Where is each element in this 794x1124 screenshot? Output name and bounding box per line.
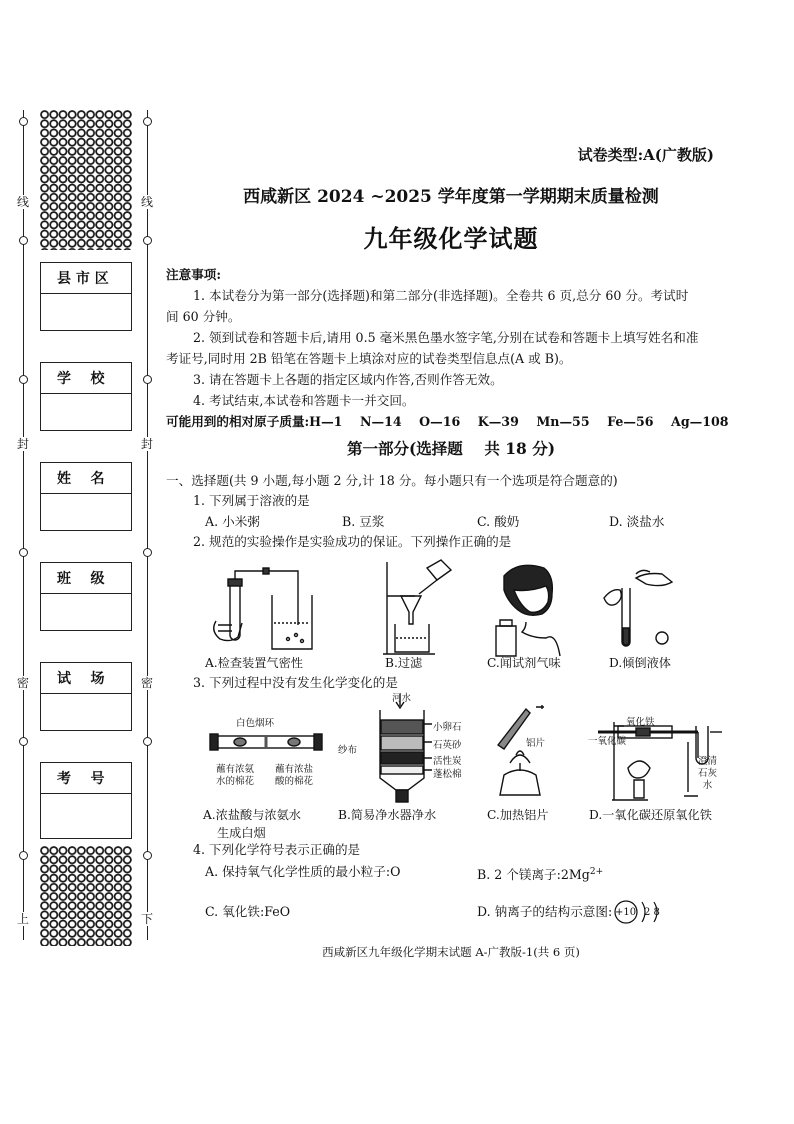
airtightness-check-figure <box>208 565 318 655</box>
hole-ring <box>19 117 28 126</box>
q2-option-b[interactable]: B.过滤 <box>385 656 423 670</box>
q3-option-b[interactable]: B.简易净水器净水 <box>338 808 437 822</box>
q4-option-a[interactable]: A. 保持氧气化学性质的最小粒子:O <box>205 864 401 879</box>
label-activated-carbon: 活性炭 <box>433 756 462 767</box>
side-char-left-1: 线 <box>16 195 29 209</box>
notes-heading: 注意事项: <box>166 267 222 282</box>
hole-ring <box>19 851 28 860</box>
field-label: 班 级 <box>41 563 131 594</box>
q1-option-d[interactable]: D. 淡盐水 <box>609 514 665 529</box>
school-field[interactable] <box>40 362 132 431</box>
q3-option-d[interactable]: D.一氧化碳还原氧化铁 <box>589 808 712 822</box>
field-label: 县 市 区 <box>41 263 131 294</box>
note-item: 4. 考试结束,本试卷和答题卡一并交回。 <box>193 393 415 408</box>
side-char-right-4: 下 <box>140 912 153 926</box>
subject-title: 九年级化学试题 <box>363 224 539 253</box>
q3-stem: 3. 下列过程中没有发生化学变化的是 <box>193 675 398 690</box>
label-ammonia-cotton: 蘸有浓氨 水的棉花 <box>216 764 255 787</box>
q1-option-c[interactable]: C. 酸奶 <box>477 514 520 529</box>
heat-aluminum-figure <box>486 705 556 801</box>
field-label: 考 号 <box>41 763 131 794</box>
hole-ring <box>143 548 152 557</box>
paper-type: 试卷类型:A(广教版) <box>577 146 714 164</box>
hole-ring <box>19 236 28 245</box>
binding-line-right <box>147 110 148 940</box>
label-white-smoke-ring: 白色烟环 <box>236 718 275 729</box>
atomic-masses: 可能用到的相对原子质量:H—1 N—14 O—16 K—39 Mn—55 Fe—56 Ag—108 <box>166 414 729 429</box>
label-iron-oxide: 氧化铁 <box>626 717 655 728</box>
part1-instructions: 一、选择题(共 9 小题,每小题 2 分,计 18 分。每小题只有一个选项是符合题意的) <box>166 473 618 488</box>
label-gauze: 纱布 <box>338 745 358 756</box>
perforation-dots-top <box>40 110 132 250</box>
exam-number-field[interactable] <box>40 762 132 839</box>
exam-room-field[interactable] <box>40 662 132 731</box>
q1-option-a[interactable]: A. 小米粥 <box>205 514 260 529</box>
binding-line-left <box>23 110 24 940</box>
label-limewater: 澄清 石灰 水 <box>698 756 718 791</box>
field-label: 学 校 <box>41 363 131 394</box>
side-char-right-2: 封 <box>140 437 153 451</box>
q3-option-a[interactable]: A.浓盐酸与浓氨水 生成白烟 <box>203 808 301 840</box>
note-item: 1. 本试卷分为第一部分(选择题)和第二部分(非选择题)。全卷共 6 页,总分 60 分。考试时 <box>193 288 689 303</box>
label-quartz-sand: 石英砂 <box>433 740 462 751</box>
side-char-left-4: 上 <box>16 912 29 926</box>
q1-option-b[interactable]: B. 豆浆 <box>342 514 385 529</box>
smoke-ring-tube-figure <box>210 728 322 758</box>
q2-stem: 2. 规范的实验操作是实验成功的保证。下列操作正确的是 <box>193 534 512 549</box>
label-carbon-monoxide: 一氧化碳 <box>588 736 627 747</box>
field-label: 试 场 <box>41 663 131 694</box>
perforation-dots-bottom <box>40 846 132 946</box>
hole-ring <box>143 117 152 126</box>
q2-option-a[interactable]: A.检查装置气密性 <box>205 656 303 670</box>
q4-stem: 4. 下列化学符号表示正确的是 <box>193 842 361 857</box>
notes-section <box>166 264 729 432</box>
q4-option-d[interactable]: D. 钠离子的结构示意图: <box>477 904 613 919</box>
side-char-left-2: 封 <box>16 437 29 451</box>
name-field[interactable] <box>40 462 132 531</box>
field-label: 姓 名 <box>41 463 131 494</box>
q3-option-c[interactable]: C.加热铝片 <box>487 808 549 822</box>
side-char-left-3: 密 <box>16 676 29 690</box>
note-item: 3. 请在答题卡上各题的指定区域内作答,否则作答无效。 <box>193 372 503 387</box>
part1-title: 第一部分(选择题 共 18 分) <box>346 439 556 458</box>
hole-ring <box>143 851 152 860</box>
side-char-right-3: 密 <box>140 676 153 690</box>
smell-reagent-figure <box>490 560 570 660</box>
class-field[interactable] <box>40 562 132 631</box>
hole-ring <box>19 737 28 746</box>
label-fluffy-cotton: 蓬松棉 <box>433 769 462 780</box>
hole-ring <box>143 375 152 384</box>
exam-title: 西咸新区 2024 ~2025 学年度第一学期期末质量检测 <box>243 187 659 207</box>
hole-ring <box>143 236 152 245</box>
side-char-right-1: 线 <box>140 195 153 209</box>
q1-stem: 1. 下列属于溶液的是 <box>193 493 310 508</box>
hole-ring <box>19 548 28 557</box>
q2-option-c[interactable]: C.闻试剂气味 <box>487 656 561 670</box>
filtration-figure <box>375 558 465 658</box>
note-item: 考证号,同时用 2B 铅笔在答题卡上填涂对应的试卷类型信息点(A 或 B)。 <box>166 351 572 366</box>
sodium-nucleus-charge: +10 <box>615 907 637 918</box>
q4-option-b[interactable]: B. 2 个镁离子$:2Mg^{2+}$ <box>477 867 604 883</box>
note-item: 间 60 分钟。 <box>166 309 241 324</box>
hole-ring <box>19 375 28 384</box>
sodium-electron-shells: 2 8 <box>644 907 660 918</box>
pour-liquid-figure <box>596 568 676 658</box>
note-item: 2. 领到试卷和答题卡后,请用 0.5 毫米黑色墨水签字笔,分别在试卷和答题卡上填写姓名和准 <box>193 330 699 345</box>
label-hcl-cotton: 蘸有浓盐 酸的棉花 <box>275 764 314 787</box>
q4-option-c[interactable]: C. 氧化铁:FeO <box>205 904 291 919</box>
label-river-water: 河水 <box>392 693 412 704</box>
page-footer: 西咸新区九年级化学期末试题 A-广教版-1(共 6 页) <box>322 945 580 959</box>
county-field[interactable] <box>40 262 132 331</box>
hole-ring <box>143 737 152 746</box>
label-aluminum-foil: 铝片 <box>526 738 546 749</box>
q2-option-d[interactable]: D.倾倒液体 <box>609 656 671 670</box>
label-pebbles: 小卵石 <box>433 722 462 733</box>
